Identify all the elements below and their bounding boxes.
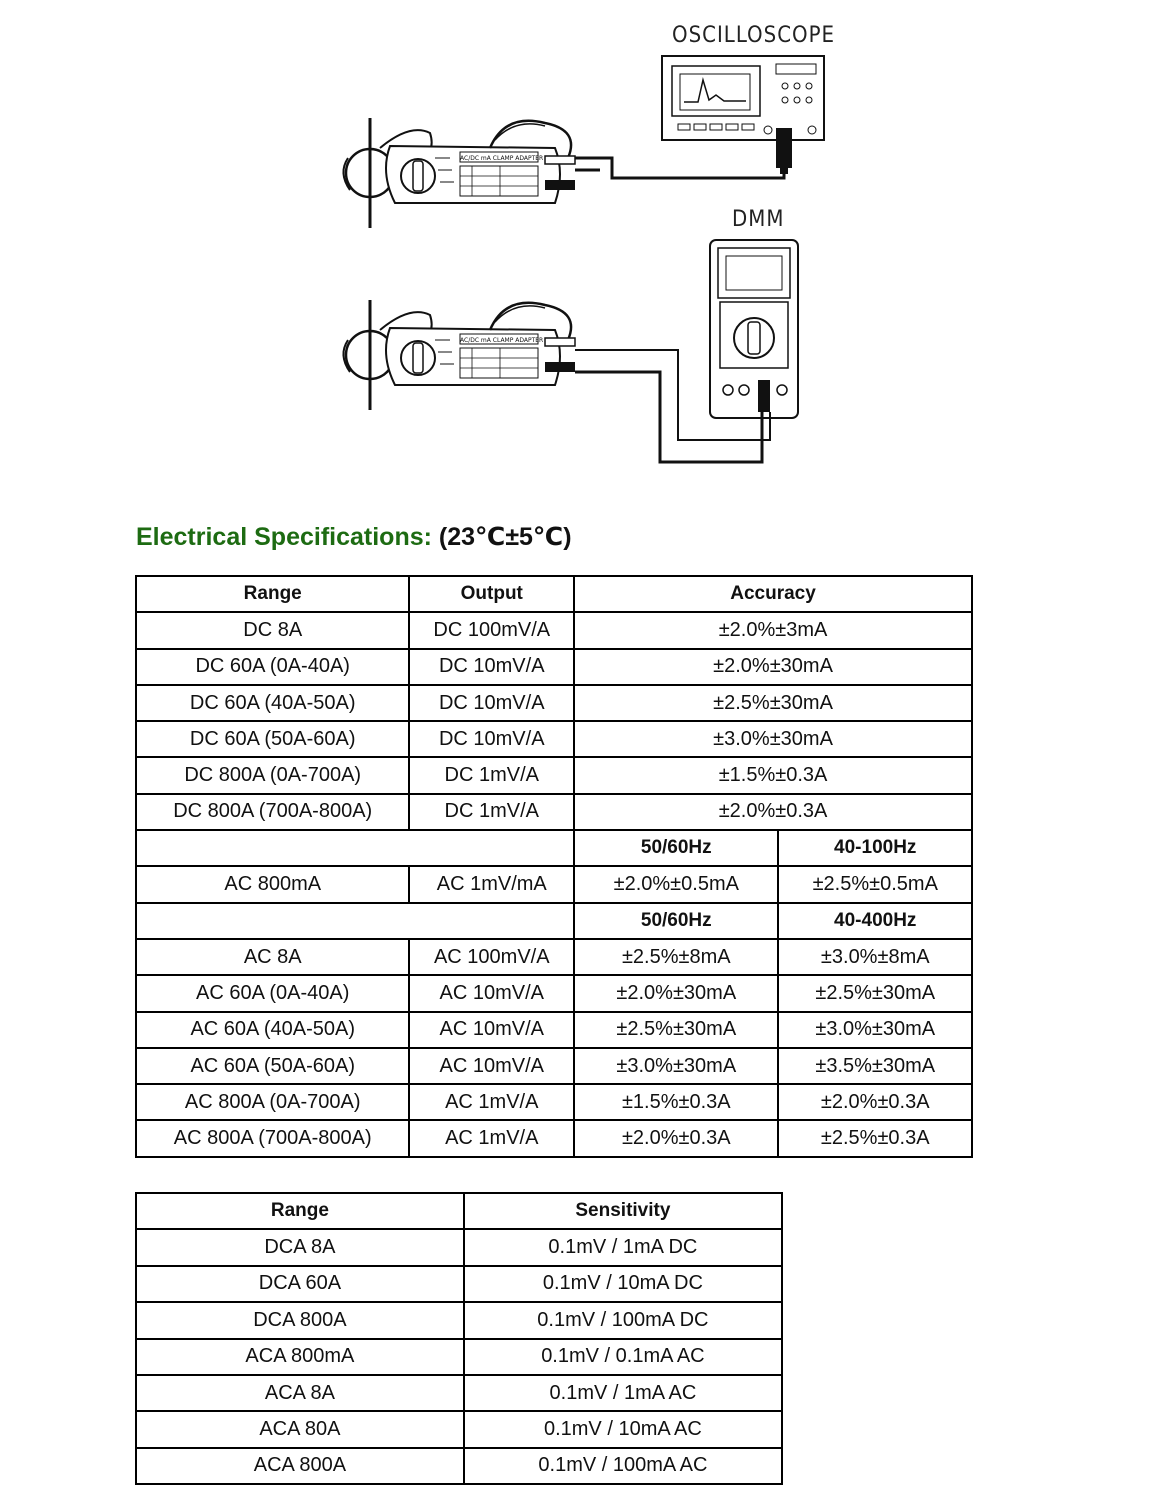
clamp-label-top: AC/DC mA CLAMP ADAPTER bbox=[460, 155, 544, 162]
header-range: Range bbox=[136, 576, 409, 612]
electrical-spec-table bbox=[135, 575, 973, 1158]
accuracy-cell: ±3.5%±30mA bbox=[778, 1048, 972, 1084]
accuracy-cell: ±3.0%±30mA bbox=[574, 721, 972, 757]
blank-cell bbox=[136, 830, 574, 866]
output-cell: DC 1mV/A bbox=[409, 757, 574, 793]
accuracy-cell: ±1.5%±0.3A bbox=[574, 757, 972, 793]
range-cell: DC 60A (0A-40A) bbox=[136, 649, 409, 685]
oscilloscope-label: OSCILLOSCOPE bbox=[672, 23, 836, 48]
output-cell: AC 10mV/A bbox=[409, 975, 574, 1011]
accuracy-cell: ±2.0%±0.5mA bbox=[574, 866, 778, 902]
table-row bbox=[136, 685, 972, 721]
table-row bbox=[136, 975, 972, 1011]
sensitivity-table bbox=[135, 1192, 783, 1485]
clamp-adapter-top bbox=[343, 118, 575, 228]
range-cell: AC 60A (50A-60A) bbox=[136, 1048, 409, 1084]
range-cell: AC 60A (0A-40A) bbox=[136, 975, 409, 1011]
dmm-device bbox=[710, 240, 798, 418]
range-cell: DC 800A (0A-700A) bbox=[136, 757, 409, 793]
accuracy-cell: ±3.0%±30mA bbox=[574, 1048, 778, 1084]
table-row bbox=[136, 866, 972, 902]
header-accuracy: Accuracy bbox=[574, 576, 972, 612]
accuracy-cell: ±2.0%±0.3A bbox=[778, 1084, 972, 1120]
output-cell: AC 100mV/A bbox=[409, 939, 574, 975]
freq-header-cell: 40-100Hz bbox=[778, 830, 972, 866]
sensitivity-cell: 0.1mV / 100mA AC bbox=[464, 1448, 782, 1484]
range-cell: ACA 800A bbox=[136, 1448, 464, 1484]
output-cell: DC 100mV/A bbox=[409, 612, 574, 648]
table-row bbox=[136, 1339, 782, 1375]
accuracy-cell: ±3.0%±8mA bbox=[778, 939, 972, 975]
range-cell: AC 800A (700A-800A) bbox=[136, 1120, 409, 1156]
table-row bbox=[136, 757, 972, 793]
dmm-label: DMM bbox=[732, 207, 785, 232]
range-cell: DCA 800A bbox=[136, 1302, 464, 1338]
frequency-header-row bbox=[136, 903, 972, 939]
range-cell: ACA 800mA bbox=[136, 1339, 464, 1375]
range-cell: AC 800mA bbox=[136, 866, 409, 902]
output-cell: DC 10mV/A bbox=[409, 649, 574, 685]
accuracy-cell: ±2.0%±30mA bbox=[574, 649, 972, 685]
header-sensitivity: Sensitivity bbox=[464, 1193, 782, 1229]
heading-title: Electrical Specifications: bbox=[136, 523, 432, 551]
output-cell: AC 1mV/mA bbox=[409, 866, 574, 902]
range-cell: DCA 60A bbox=[136, 1266, 464, 1302]
table-row bbox=[136, 794, 972, 830]
table-row bbox=[136, 612, 972, 648]
accuracy-cell: ±2.5%±30mA bbox=[778, 975, 972, 1011]
blank-cell bbox=[136, 903, 574, 939]
table-row bbox=[136, 1266, 782, 1302]
output-cell: AC 1mV/A bbox=[409, 1120, 574, 1156]
table-row bbox=[136, 939, 972, 975]
sensitivity-cell: 0.1mV / 10mA AC bbox=[464, 1411, 782, 1447]
accuracy-cell: ±2.5%±30mA bbox=[574, 685, 972, 721]
clamp-label-bottom: AC/DC mA CLAMP ADAPTER bbox=[460, 337, 544, 344]
output-cell: AC 10mV/A bbox=[409, 1012, 574, 1048]
range-cell: DC 800A (700A-800A) bbox=[136, 794, 409, 830]
frequency-header-row bbox=[136, 830, 972, 866]
table-row bbox=[136, 1411, 782, 1447]
output-cell: DC 10mV/A bbox=[409, 721, 574, 757]
table-row bbox=[136, 1012, 972, 1048]
table-row bbox=[136, 1084, 972, 1120]
accuracy-cell: ±2.5%±8mA bbox=[574, 939, 778, 975]
table-row bbox=[136, 1375, 782, 1411]
accuracy-cell: ±1.5%±0.3A bbox=[574, 1084, 778, 1120]
clamp-adapter-bottom bbox=[343, 300, 575, 410]
table-row bbox=[136, 1229, 782, 1265]
sensitivity-cell: 0.1mV / 1mA DC bbox=[464, 1229, 782, 1265]
accuracy-cell: ±2.0%±0.3A bbox=[574, 794, 972, 830]
range-cell: DC 8A bbox=[136, 612, 409, 648]
range-cell: DCA 8A bbox=[136, 1229, 464, 1265]
sensitivity-cell: 0.1mV / 100mA DC bbox=[464, 1302, 782, 1338]
sensitivity-cell: 0.1mV / 10mA DC bbox=[464, 1266, 782, 1302]
accuracy-cell: ±2.5%±30mA bbox=[574, 1012, 778, 1048]
output-cell: AC 10mV/A bbox=[409, 1048, 574, 1084]
table-header-row bbox=[136, 576, 972, 612]
connection-diagram bbox=[0, 0, 1152, 500]
range-cell: DC 60A (40A-50A) bbox=[136, 685, 409, 721]
accuracy-cell: ±2.0%±0.3A bbox=[574, 1120, 778, 1156]
specifications-heading bbox=[136, 522, 572, 552]
range-cell: AC 8A bbox=[136, 939, 409, 975]
accuracy-cell: ±2.5%±0.3A bbox=[778, 1120, 972, 1156]
sensitivity-cell: 0.1mV / 1mA AC bbox=[464, 1375, 782, 1411]
table-row bbox=[136, 649, 972, 685]
output-cell: DC 10mV/A bbox=[409, 685, 574, 721]
accuracy-cell: ±2.0%±30mA bbox=[574, 975, 778, 1011]
header-output: Output bbox=[409, 576, 574, 612]
table-row bbox=[136, 721, 972, 757]
table-row bbox=[136, 1048, 972, 1084]
freq-header-cell: 50/60Hz bbox=[574, 830, 778, 866]
accuracy-cell: ±2.0%±3mA bbox=[574, 612, 972, 648]
oscilloscope-device bbox=[662, 56, 824, 174]
range-cell: AC 60A (40A-50A) bbox=[136, 1012, 409, 1048]
freq-header-cell: 50/60Hz bbox=[574, 903, 778, 939]
range-cell: ACA 80A bbox=[136, 1411, 464, 1447]
table-row bbox=[136, 1302, 782, 1338]
output-cell: DC 1mV/A bbox=[409, 794, 574, 830]
table-row bbox=[136, 1120, 972, 1156]
accuracy-cell: ±2.5%±0.5mA bbox=[778, 866, 972, 902]
header-range: Range bbox=[136, 1193, 464, 1229]
accuracy-cell: ±3.0%±30mA bbox=[778, 1012, 972, 1048]
output-cell: AC 1mV/A bbox=[409, 1084, 574, 1120]
freq-header-cell: 40-400Hz bbox=[778, 903, 972, 939]
range-cell: DC 60A (50A-60A) bbox=[136, 721, 409, 757]
sensitivity-cell: 0.1mV / 0.1mA AC bbox=[464, 1339, 782, 1375]
heading-condition: (23℃±5℃) bbox=[438, 523, 572, 551]
table-header-row bbox=[136, 1193, 782, 1229]
range-cell: ACA 8A bbox=[136, 1375, 464, 1411]
range-cell: AC 800A (0A-700A) bbox=[136, 1084, 409, 1120]
table-row bbox=[136, 1448, 782, 1484]
